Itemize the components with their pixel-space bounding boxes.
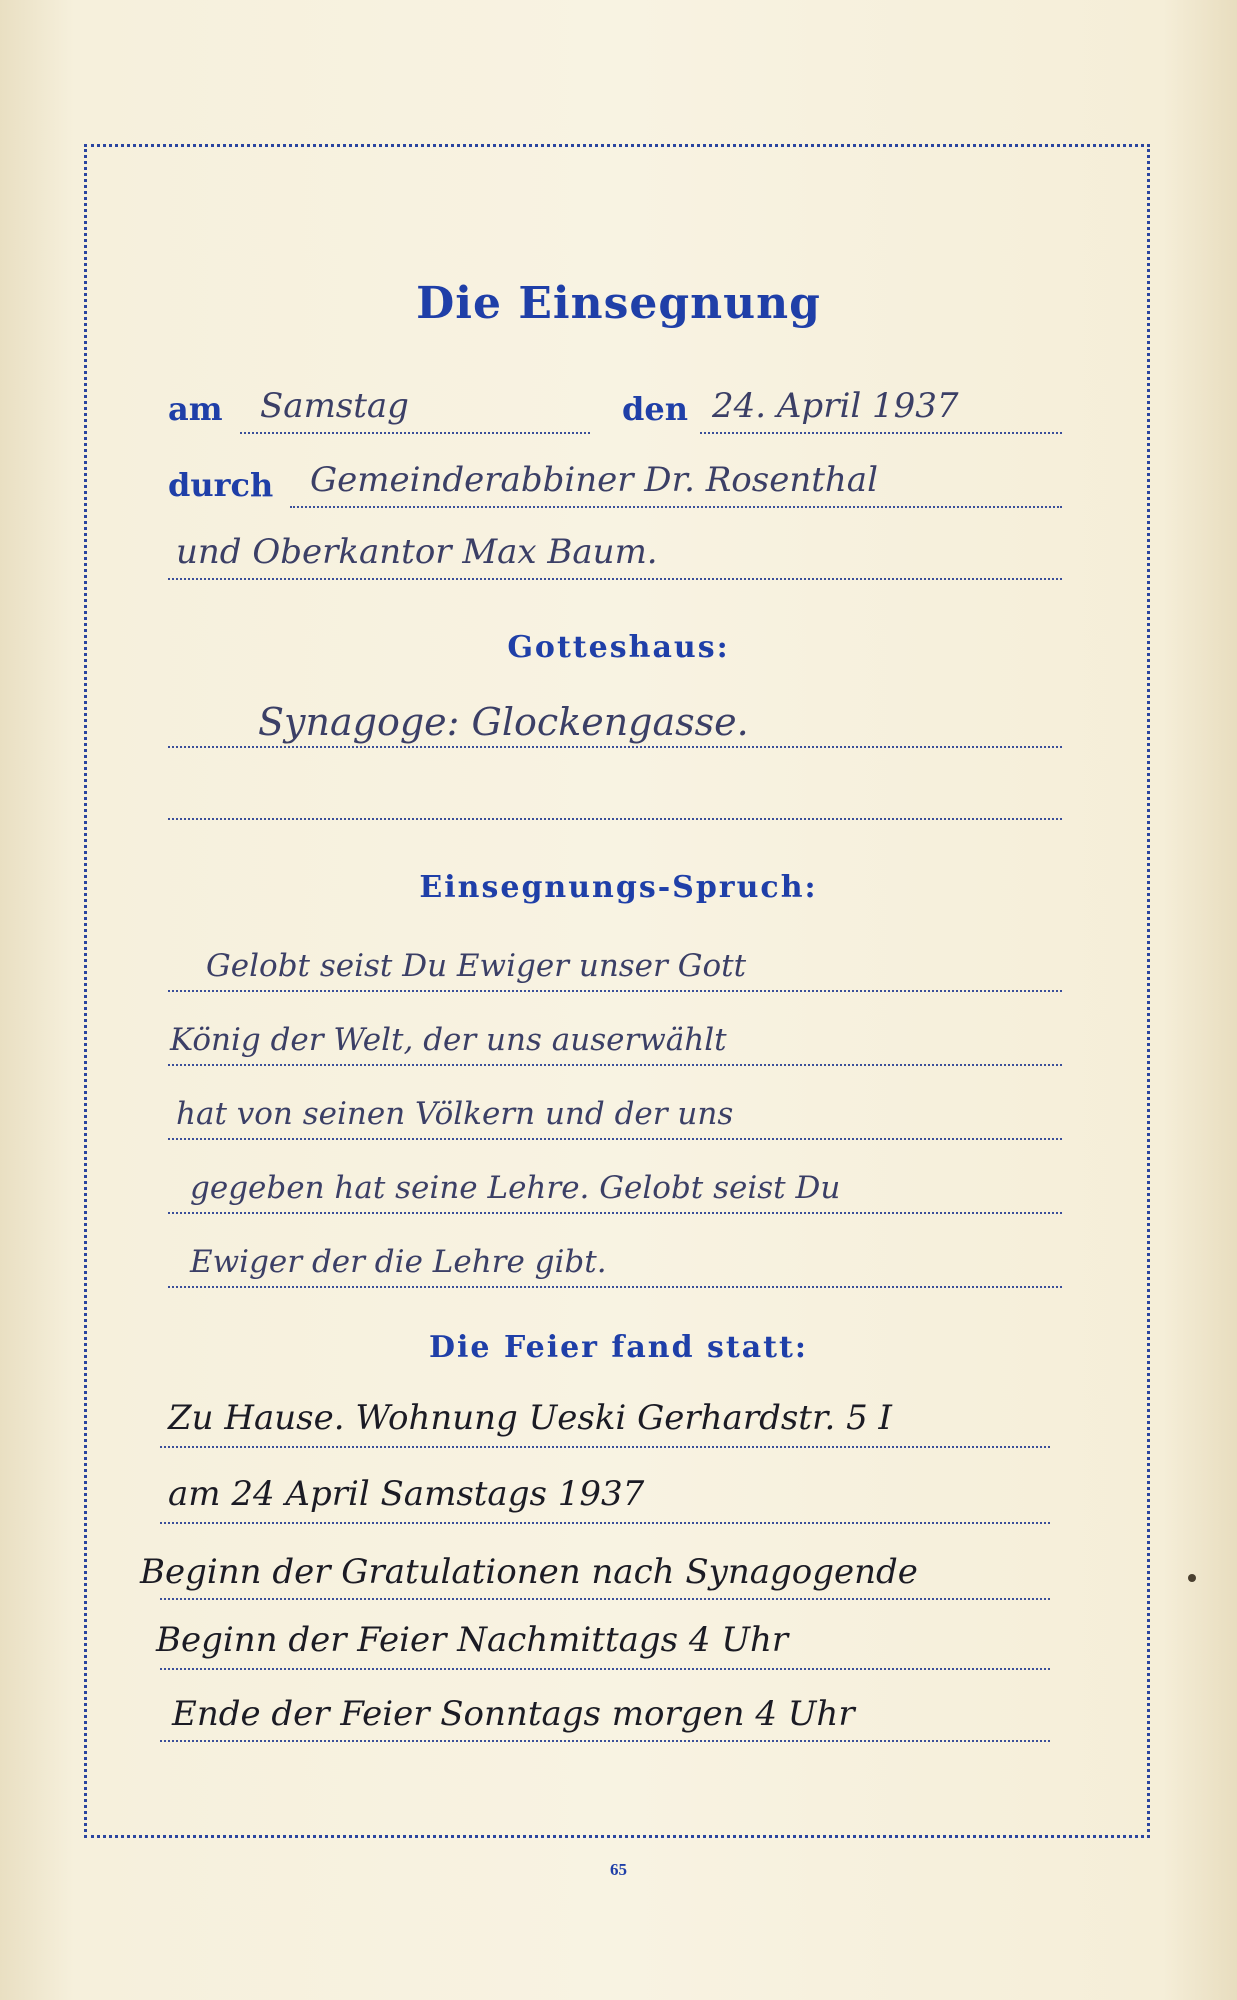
feier-line-4 [160,1668,1050,1670]
officiant-line-1-text: Gemeinderabbiner Dr. Rosenthal [310,460,878,500]
ink-spot [1188,1574,1196,1582]
gotteshaus-line-1 [168,746,1062,748]
spruch-text-3: hat von seinen Völkern und der uns [176,1096,734,1132]
feier-label: Die Feier fand statt: [429,1330,808,1365]
spruch-line-5 [168,1286,1062,1288]
feier-line-2 [160,1522,1050,1524]
spruch-line-4 [168,1212,1062,1214]
page-number: 65 [610,1860,627,1879]
date-value: 24. April 1937 [712,386,959,426]
gotteshaus-line-2 [168,818,1062,820]
gotteshaus-label: Gotteshaus: [507,630,730,665]
am-label: am [168,390,223,428]
officiant-line-2 [168,578,1062,580]
feier-line-1 [160,1446,1050,1448]
gotteshaus-value: Synagoge: Glockengasse. [258,700,749,744]
day-value: Samstag [260,386,409,426]
durch-label: durch [168,466,274,504]
day-line [240,432,590,434]
spruch-text-4: gegeben hat seine Lehre. Gelobt seist Du [190,1170,841,1206]
feier-line-3 [160,1598,1050,1600]
feier-text-1: Zu Hause. Wohnung Ueski Gerhardstr. 5 I [168,1398,892,1438]
spruch-text-5: Ewiger der die Lehre gibt. [190,1244,607,1280]
spruch-text-1: Gelobt seist Du Ewiger unser Gott [206,948,747,984]
feier-text-3: Beginn der Gratulationen nach Synagogende [140,1552,918,1592]
officiant-line-2-text: und Oberkantor Max Baum. [176,532,658,572]
spruch-line-3 [168,1138,1062,1140]
feier-text-2: am 24 April Samstags 1937 [168,1474,645,1514]
date-line [700,432,1062,434]
feier-line-5 [160,1740,1050,1742]
page-title: Die Einsegnung [416,278,821,329]
officiant-line-1 [290,506,1062,508]
spruch-text-2: König der Welt, der uns auserwählt [170,1022,727,1058]
feier-text-4: Beginn der Feier Nachmittags 4 Uhr [156,1620,789,1660]
spruch-line-2 [168,1064,1062,1066]
spruch-line-1 [168,990,1062,992]
feier-text-5: Ende der Feier Sonntags morgen 4 Uhr [172,1694,855,1734]
spruch-label: Einsegnungs-Spruch: [419,870,818,905]
den-label: den [622,390,688,428]
